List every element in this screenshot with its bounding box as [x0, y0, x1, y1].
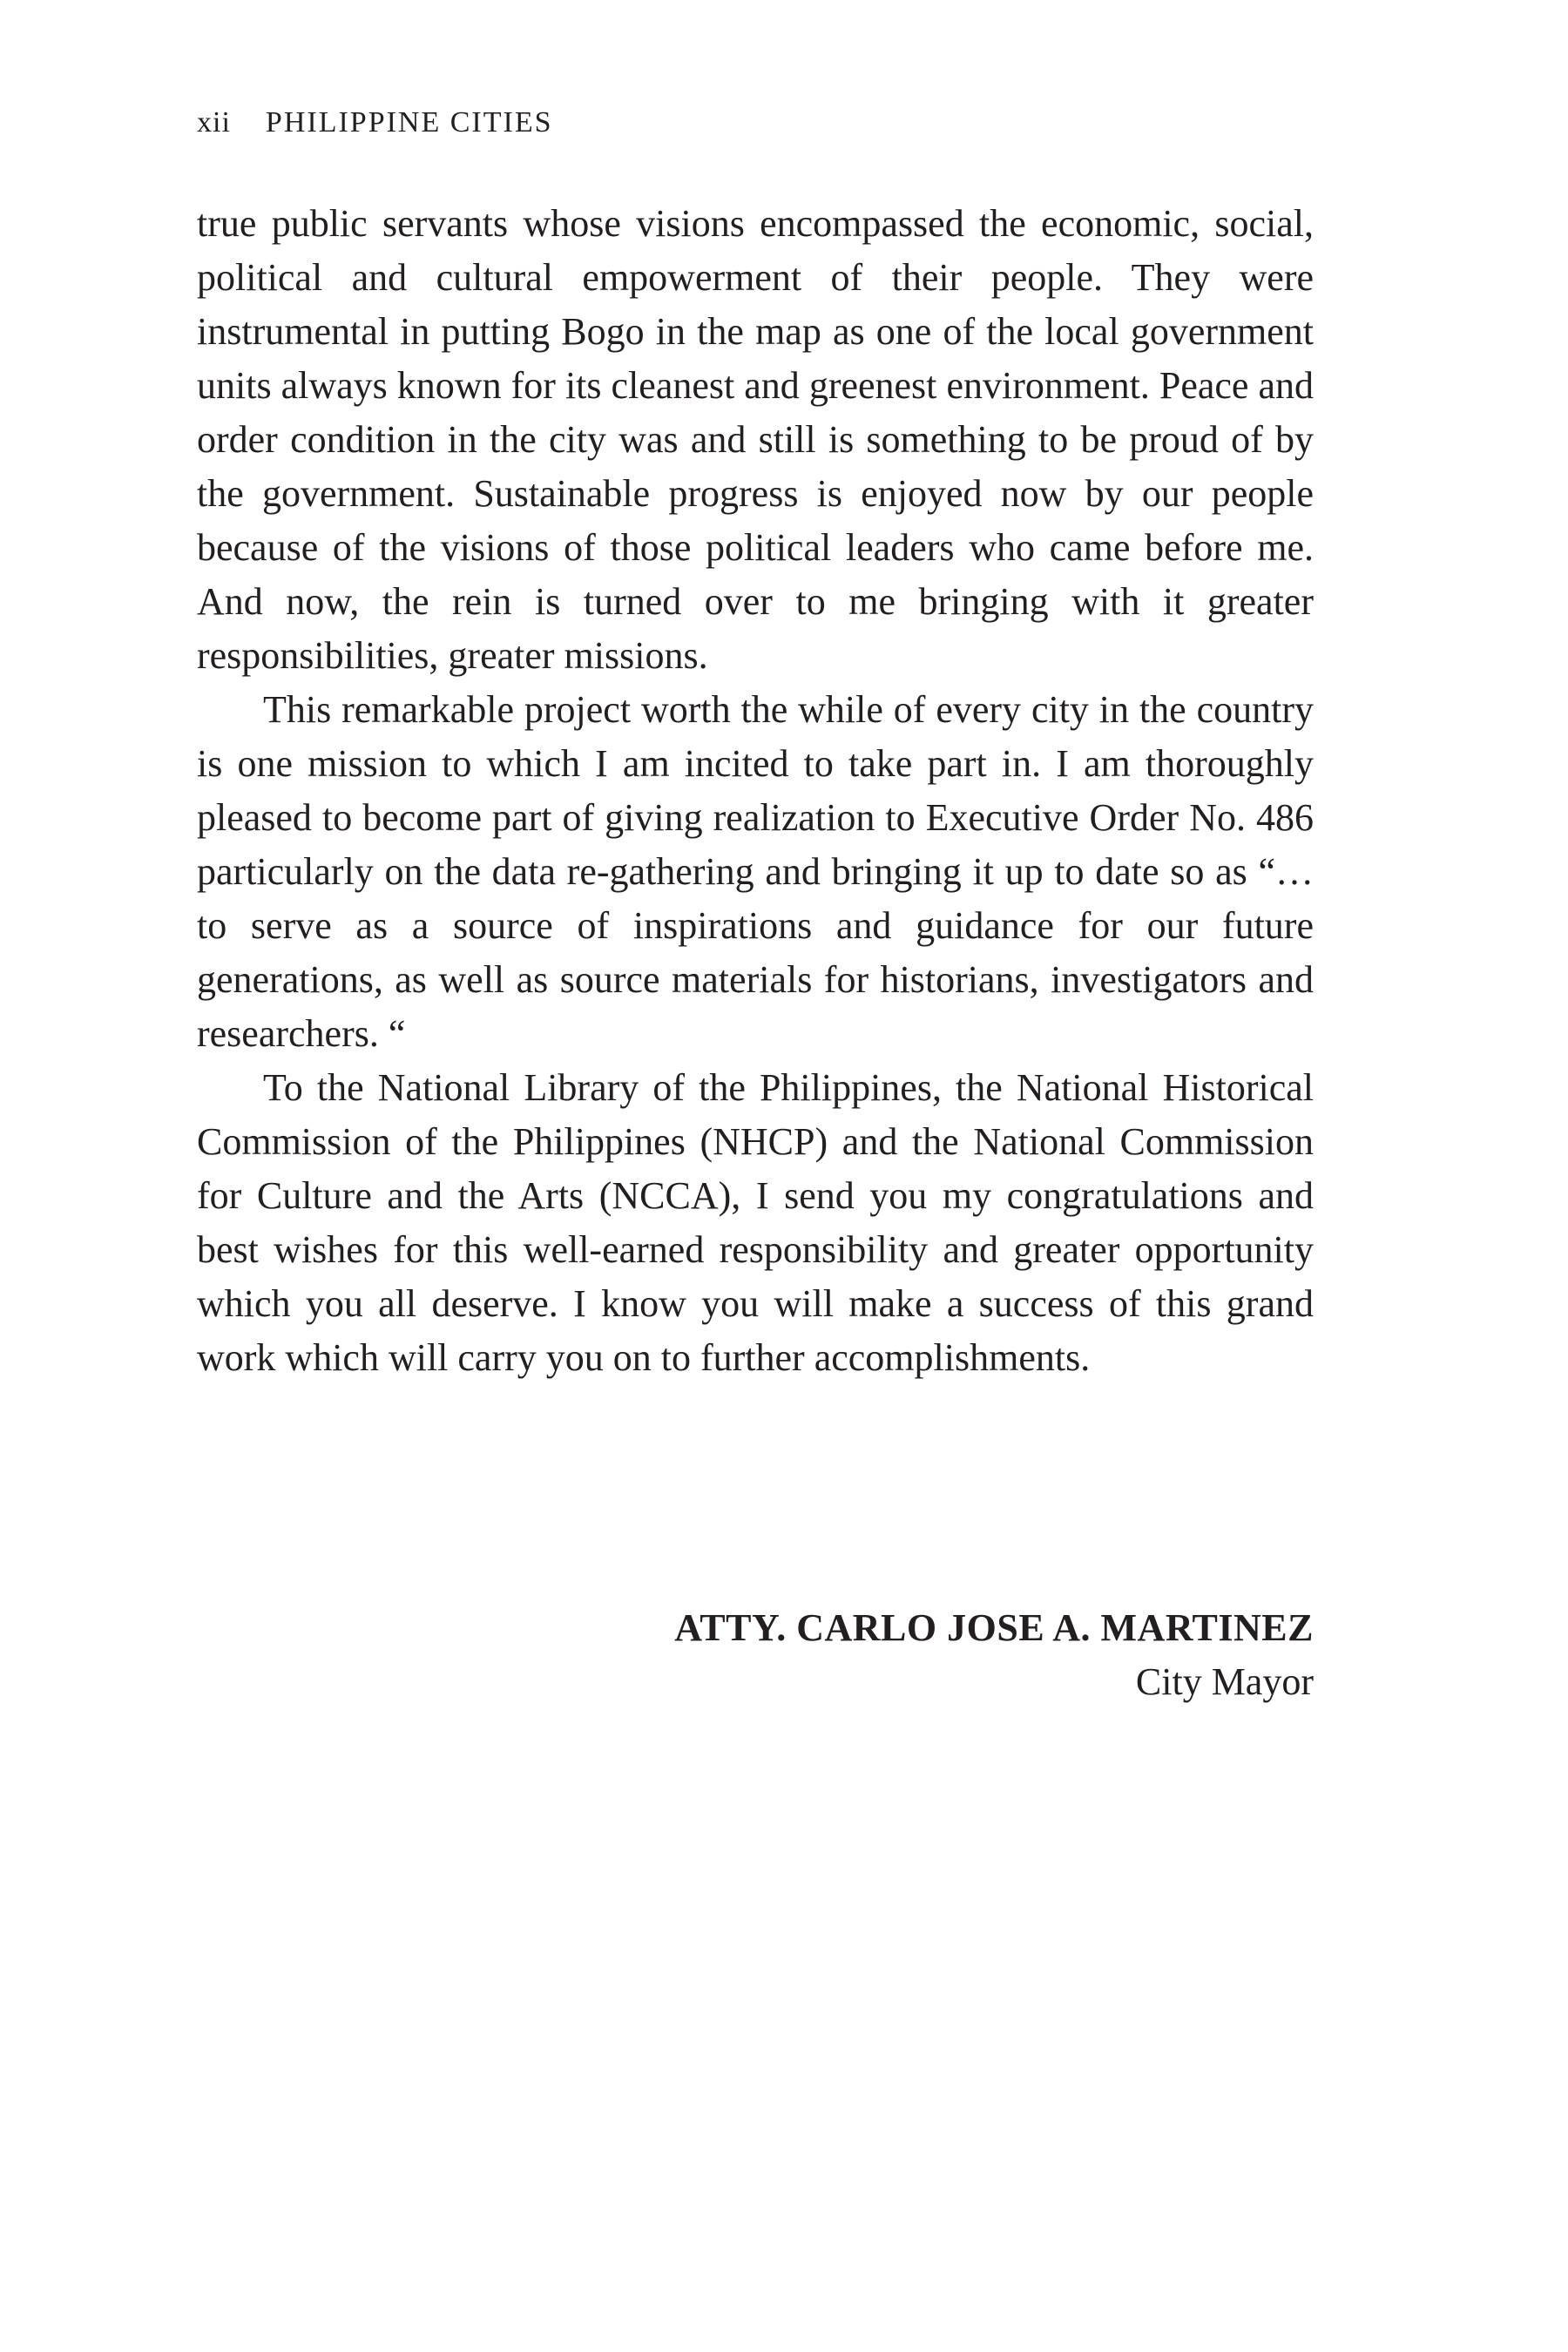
running-head — [197, 106, 553, 139]
book-title: PHILIPPINE CITIES — [265, 106, 553, 139]
body-text — [197, 197, 1314, 1385]
signatory-name: ATTY. CARLO JOSE A. MARTINEZ — [674, 1606, 1314, 1649]
signatory-title: City Mayor — [1135, 1660, 1314, 1703]
paragraph-continuation: true public servants whose visions encompassed the economic, social, political and cultural empowerment of their people. They were instrumental in putting Bogo in the map as one of the local government units always known for its cleanest and greenest environment. Peace and order condition in the city was and still is something to be proud of by the government. Sustainable progress is enjoyed now by our people because of the visions of those political leaders who came before me. And now, the rein is turned over to me bringing with it greater responsibilities, greater missions. — [197, 202, 1314, 677]
paragraph-congratulations: To the National Library of the Philippines, the National Historical Commission of the Philippines (NHCP) and the National Commission for Culture and the Arts (NCCA), I send you my congratulations and best wishes for this well-earned responsibility and greater opportunity which you all deserve. I know you will make a success of this grand work which will carry you on to further accomplishments. — [197, 1066, 1314, 1379]
page-number: xii — [197, 106, 231, 139]
paragraph-project-mission: This remarkable project worth the while of every city in the country is one mission to which I am incited to take part in. I am thoroughly pleased to become part of giving realization to Executive Order No. 486 particularly on the data re-gathering and bringing it up to date so as “…to serve as a source of inspirations and guidance for our future generations, as well as source materials for historians, investigators and researchers. “ — [197, 688, 1314, 1055]
signature-block — [674, 1601, 1314, 1709]
